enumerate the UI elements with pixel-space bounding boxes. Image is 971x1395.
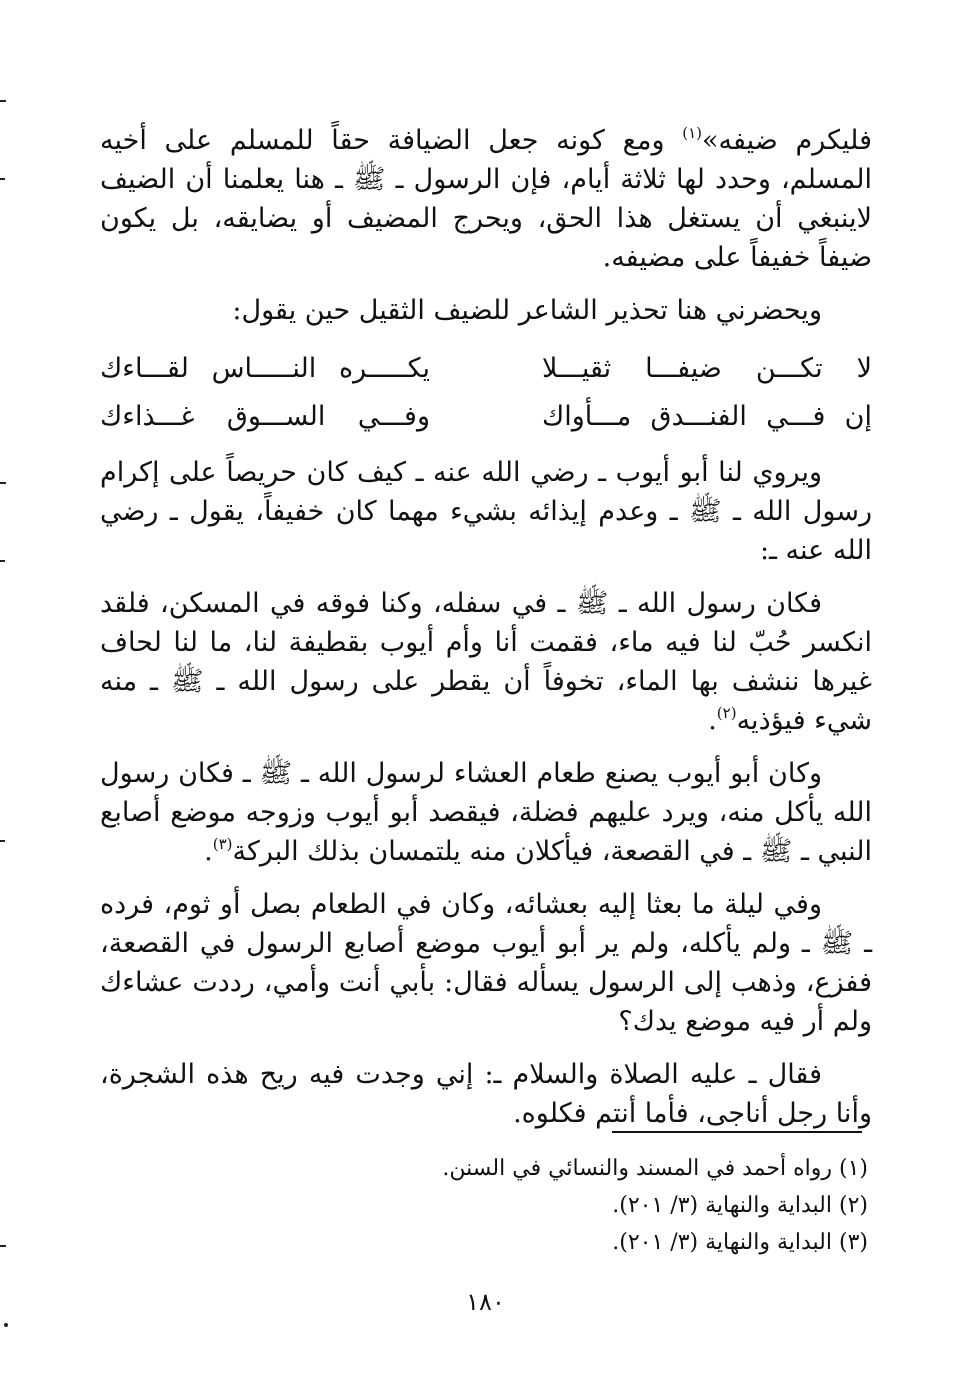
paragraph-7 [100, 1055, 872, 1133]
margin-speck [0, 178, 5, 180]
poem-hemistich-right: إن فـــي الفنـــدق مـــأواك [542, 401, 872, 432]
footnote-3: (٣) البداية والنهاية (٣/ ٢٠١). [612, 1230, 868, 1255]
paragraph-3 [100, 453, 872, 570]
paragraph-text: ويروي لنا أبو أيوب ـ رضي الله عنه ـ كيف كان حريصاً على إكرام رسول الله ـ ﷺ ـ وعدم إيذائه بشيء مهما كان خفيفاً، يقول ـ رضي الله عنه ـ: [100, 457, 872, 566]
paragraph-4 [100, 584, 872, 740]
margin-speck [0, 840, 5, 842]
footnote-ref-3: (٣) [212, 835, 233, 853]
margin-speck [0, 100, 6, 102]
paragraph-text: . [204, 836, 213, 867]
footnotes [300, 1150, 868, 1261]
margin-speck [0, 1245, 6, 1247]
paragraph-text: ومع كونه جعل الضيافة حقاً للمسلم على أخيه المسلم، وحدد لها ثلاثة أيام، فإن الرسول ـ ﷺ ـ هنا يعلمنا أن الضيف لاينبغي أن يستغل هذا الحق، ويحرج المضيف أو يضايقه، بل يكون ضيفاً خفيفاً على مضيفه. [100, 125, 872, 273]
margin-speck [0, 560, 5, 562]
poem-verse-1 [100, 345, 872, 393]
paragraph-text: وكان أبو أيوب يصنع طعام العشاء لرسول الله ـ ﷺ ـ فكان رسول الله يأكل منه، ويرد عليهم فضلة، فيقصد أبو أيوب وزوجه موضع أصابع النبي ـ ﷺ ـ في القصعة، فيأكلان منه يلتمسان بذلك البركة [100, 758, 872, 867]
footnote-ref-1: (١) [682, 124, 703, 142]
paragraph-text: فكان رسول الله ـ ﷺ ـ في سفله، وكنا فوقه في المسكن، فلقد انكسر حُبّ لنا فيه ماء، فقمت أنا وأم أيوب بقطيفة لنا، ما لنا لحاف غيرها ننشف بها الماء، تخوفاً أن يقطر على رسول الله ـ ﷺ ـ منه شيء فيؤذيه [100, 588, 872, 736]
poem-verse-2 [100, 393, 872, 441]
main-text-top [100, 121, 872, 344]
paragraph-text: فليكرم ضيفه» [702, 125, 873, 156]
poem-hemistich-left: يكـــــره النـــــاس لقـــاءك [100, 353, 430, 384]
paragraph-2 [100, 291, 872, 330]
poem [100, 345, 872, 441]
paragraph-5 [100, 754, 872, 871]
footnote-ref-2: (٢) [716, 704, 737, 722]
main-text-bottom [100, 453, 872, 1147]
poem-hemistich-right: لا تكـــن ضيفـــا ثقيـــلا [542, 353, 872, 384]
paragraph-text: وفي ليلة ما بعثا إليه بعشائه، وكان في الطعام بصل أو ثوم، فرده ـ ﷺ ـ ولم يأكله، ولم ير أبو أيوب موضع أصابع الرسول في القصعة، ففزع، وذهب إلى الرسول يسأله فقال: بأبي أنت وأمي، رددت عشاءك ولم أر فيه موضع يدك؟ [100, 889, 872, 1037]
footnote-2: (٢) البداية والنهاية (٣/ ٢٠١). [612, 1193, 868, 1218]
page-number: ١٨٠ [466, 1288, 505, 1316]
footnote-1: (١) رواه أحمد في المسند والنسائي في السنن. [442, 1156, 868, 1181]
paragraph-text: فقال ـ عليه الصلاة والسلام ـ: إني وجدت فيه ريح هذه الشجرة، وأنا رجل أناجى، فأما أنتم فكلوه. [100, 1059, 872, 1129]
paragraph-text: . [708, 705, 717, 736]
margin-speck [4, 1323, 8, 1327]
paragraph-1 [100, 121, 872, 277]
poem-hemistich-left: وفـــي الســـوق غـــذاءك [100, 401, 430, 432]
footnote-separator [612, 1131, 862, 1133]
margin-speck [0, 482, 6, 484]
paragraph-6 [100, 885, 872, 1041]
paragraph-text: ويحضرني هنا تحذير الشاعر للضيف الثقيل حين يقول: [232, 295, 822, 326]
